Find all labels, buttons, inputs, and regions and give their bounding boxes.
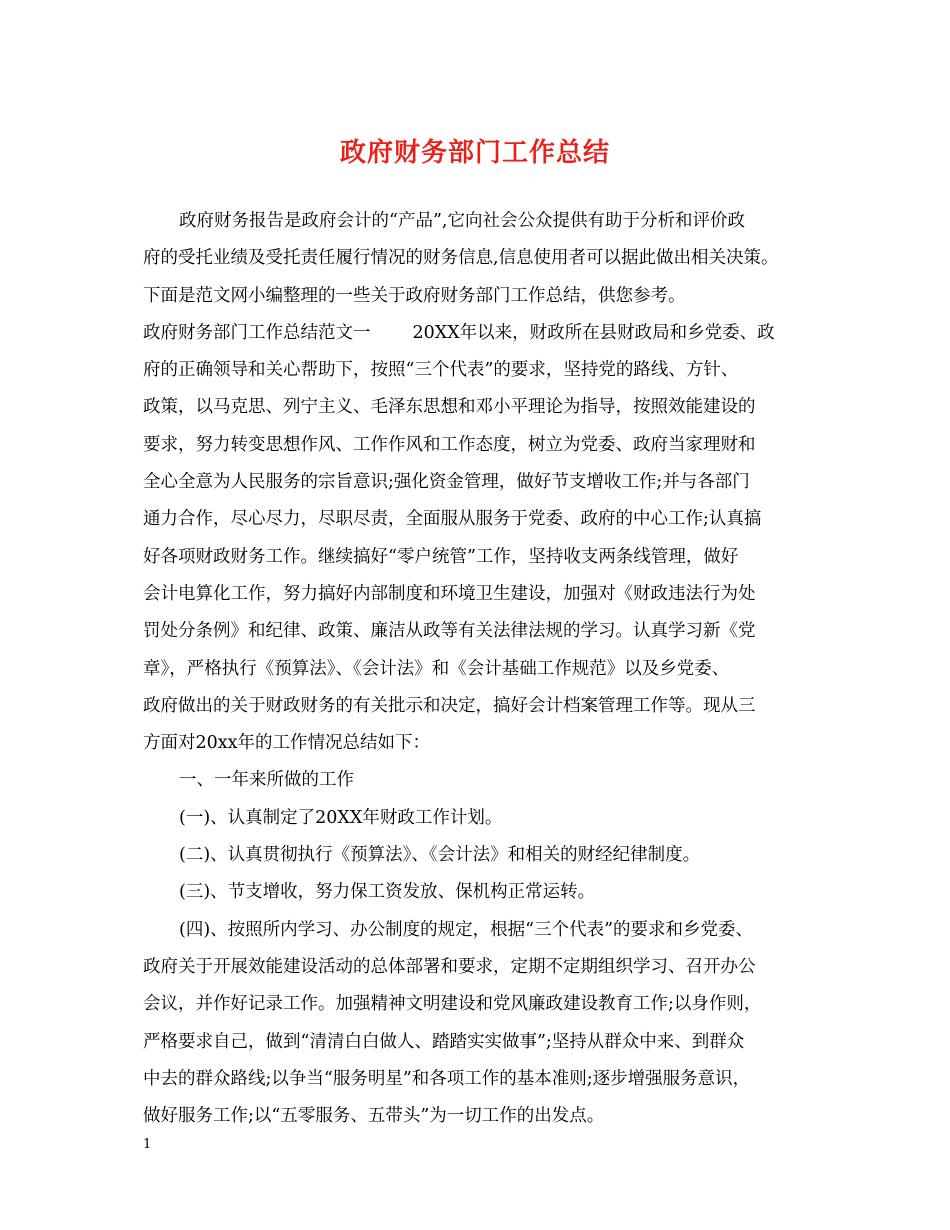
paragraph-line: 政府财务报告是政府会计的“产品”,它向社会公众提供有助于分析和评价政 <box>179 211 745 231</box>
paragraph-line: 政府做出的关于财政财务的有关批示和决定，搞好会计档案管理工作等。现从三 <box>143 695 756 716</box>
section-heading: 一、一年来所做的工作 <box>179 770 354 791</box>
paragraph-line: 全心全意为人民服务的宗旨意识;强化资金管理，做好节支增收工作;并与各部门 <box>143 472 750 493</box>
paragraph-line: 要求，努力转变思想作风、工作作风和工作态度，树立为党委、政府当家理财和 <box>143 434 756 455</box>
paragraph-line: 政策，以马克思、列宁主义、毛泽东思想和邓小平理论为指导，按照效能建设的 <box>143 397 756 418</box>
paragraph-line: 严格要求自己，做到“清清白白做人、踏踏实实做事”;坚持从群众中来、到群众 <box>143 1031 745 1052</box>
paragraph-line: 会计电算化工作，努力搞好内部制度和环境卫生建设，加强对《财政违法行为处 <box>143 583 756 604</box>
paragraph-line: 好各项财政财务工作。继续搞好“零户统管”工作，坚持收支两条线管理，做好 <box>143 546 739 567</box>
paragraph-line: 做好服务工作;以“五零服务、五带头”为一切工作的出发点。 <box>143 1106 605 1127</box>
paragraph-line: 政府关于开展效能建设活动的总体部署和要求，定期不定期组织学习、召开办公 <box>143 956 756 977</box>
paragraph-line: 罚处分条例》和纪律、政策、廉洁从政等有关法律法规的学习。认真学习新《党 <box>143 621 756 642</box>
section-heading-line <box>143 315 813 352</box>
paragraph-line: 章》，严格执行《预算法》、《会计法》和《会计基础工作规范》以及乡党委、 <box>143 658 730 679</box>
page-title: 政府财务部门工作总结 <box>339 138 610 168</box>
page-number: 1 <box>143 1137 152 1152</box>
paragraph-line: 府的正确领导和关心帮助下，按照“三个代表”的要求，坚持党的路线、方针、 <box>143 360 739 381</box>
paragraph-line: 下面是范文网小编整理的一些关于政府财务部门工作总结，供您参考。 <box>143 285 686 306</box>
paragraph-line: 会议，并作好记录工作。加强精神文明建设和党风廉政建设教育工作;以身作则， <box>143 994 762 1015</box>
paragraph-line: 中去的群众路线;以争当“服务明星”和各项工作的基本准则;逐步增强服务意识， <box>143 1068 751 1089</box>
paragraph-line: 通力合作，尽心尽力，尽职尽责，全面服从服务于党委、政府的中心工作;认真搞 <box>143 509 762 530</box>
list-item: (三)、节支增收，努力保工资发放、保机构正常运转。 <box>179 882 596 903</box>
list-item: (二)、认真贯彻执行《预算法》、《会计法》和相关的财经纪律制度。 <box>179 845 701 866</box>
paragraph-line: 20XX年以来，财政所在县财政局和乡党委、政 <box>412 322 775 343</box>
paragraph-line: 府的受托业绩及受托责任履行情况的财务信息,信息使用者可以据此做出相关决策。 <box>143 248 779 269</box>
section-label: 政府财务部门工作总结范文一 <box>143 322 371 343</box>
paragraph-line: 方面对20xx年的工作情况总结如下： <box>143 733 431 754</box>
document-body <box>143 203 813 1135</box>
list-item: (一)、认真制定了20XX年财政工作计划。 <box>179 807 503 828</box>
list-item: (四)、按照所内学习、办公制度的规定，根据“三个代表”的要求和乡党委、 <box>179 919 754 940</box>
